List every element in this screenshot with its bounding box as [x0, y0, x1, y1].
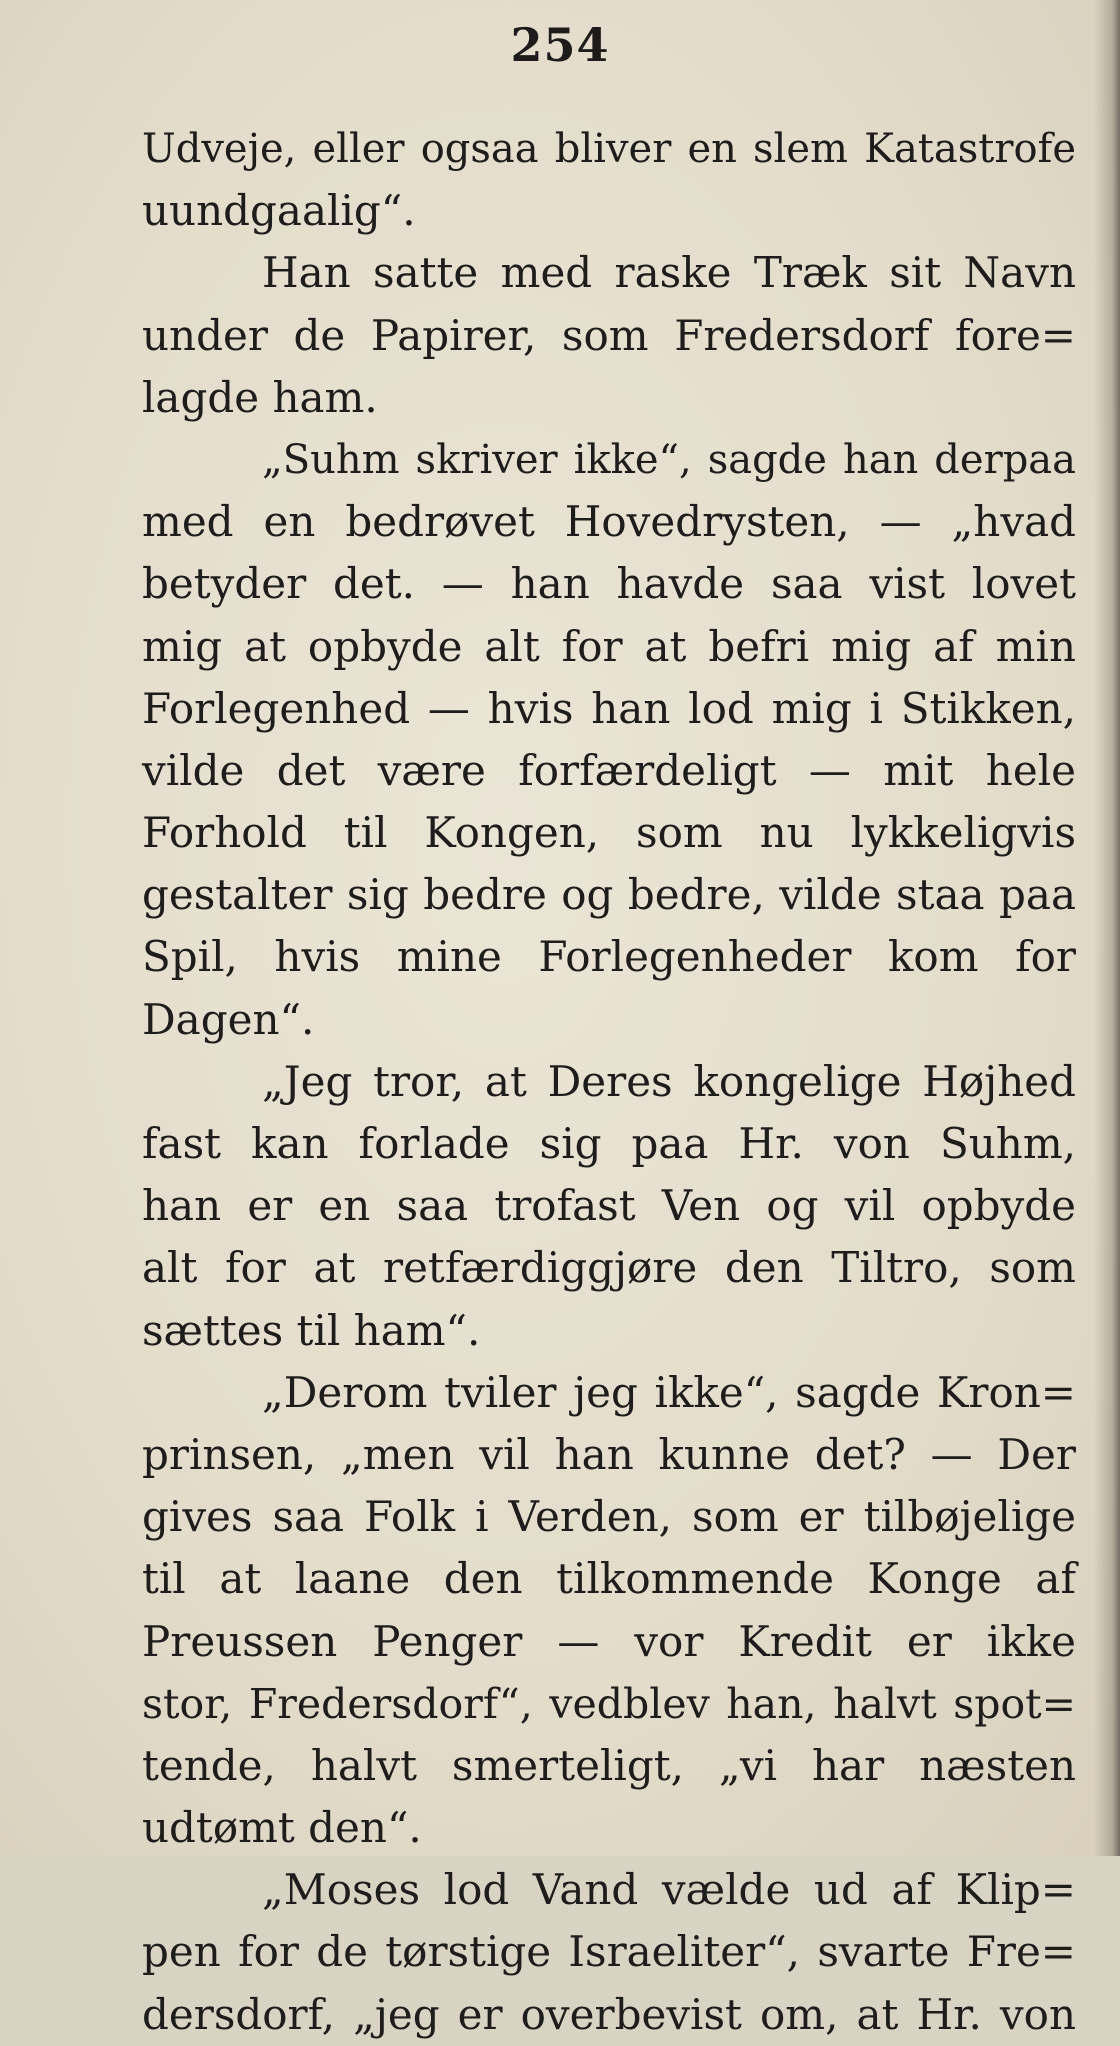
text-line: gestalter sig bedre og bedre, vilde staa paa — [142, 870, 1076, 920]
page-edge-shadow — [1094, 0, 1120, 1856]
text-line: til at laane den tilkommende Konge af — [142, 1554, 1076, 1604]
text-line: dersdorf, „jeg er overbevist om, at Hr. von — [142, 1989, 1076, 2039]
text-line: „Derom tviler jeg ikke“, sagde Kron= — [262, 1367, 1076, 1417]
text-line: han er en saa trofast Ven og vil opbyde — [142, 1181, 1076, 1231]
text-line: „Suhm skriver ikke“, sagde han derpaa — [262, 436, 1076, 483]
text-line: sættes til ham“. — [142, 1305, 481, 1355]
page-number: 254 — [510, 18, 610, 72]
text-line: uundgaalig“. — [142, 186, 416, 236]
body-text — [142, 118, 1076, 2046]
text-line: udtømt den“. — [142, 1803, 422, 1853]
text-line: „Moses lod Vand vælde ud af Klip= — [262, 1865, 1076, 1915]
text-line: stor, Fredersdorf“, vedblev han, halvt spot= — [142, 1679, 1076, 1728]
text-line: alt for at retfærdiggjøre den Tiltro, som — [142, 1243, 1076, 1293]
text-line: Han satte med raske Træk sit Navn — [262, 248, 1076, 298]
text-line: betyder det. — han havde saa vist lovet — [142, 559, 1076, 609]
text-line: Forhold til Kongen, som nu lykkeligvis — [142, 808, 1076, 858]
text-line: Dagen“. — [142, 994, 315, 1044]
text-line: tende, halvt smerteligt, „vi har næsten — [142, 1740, 1076, 1790]
text-line: „Jeg tror, at Deres kongelige Højhed — [262, 1056, 1076, 1106]
text-line: pen for de tørstige Israeliter“, svarte Fre= — [142, 1927, 1076, 1977]
text-line: Udveje, eller ogsaa bliver en slem Katastrofe — [142, 126, 1076, 172]
text-line: Spil, hvis mine Forlegenheder kom for — [142, 932, 1076, 982]
text-line: mig at opbyde alt for at befri mig af min — [142, 621, 1076, 671]
text-line: vilde det være forfærdeligt — mit hele — [142, 745, 1076, 795]
text-line: lagde ham. — [142, 372, 378, 422]
text-line: med en bedrøvet Hovedrysten, — „hvad — [142, 497, 1076, 547]
text-line: prinsen, „men vil han kunne det? — Der — [142, 1429, 1076, 1479]
text-line: gives saa Folk i Verden, som er tilbøjelige — [142, 1492, 1076, 1542]
text-line: fast kan forlade sig paa Hr. von Suhm, — [142, 1119, 1076, 1168]
text-line: Preussen Penger — vor Kredit er ikke — [142, 1616, 1076, 1666]
text-line: under de Papirer, som Fredersdorf fore= — [142, 310, 1076, 360]
text-line: Forlegenhed — hvis han lod mig i Stikken, — [142, 683, 1076, 733]
